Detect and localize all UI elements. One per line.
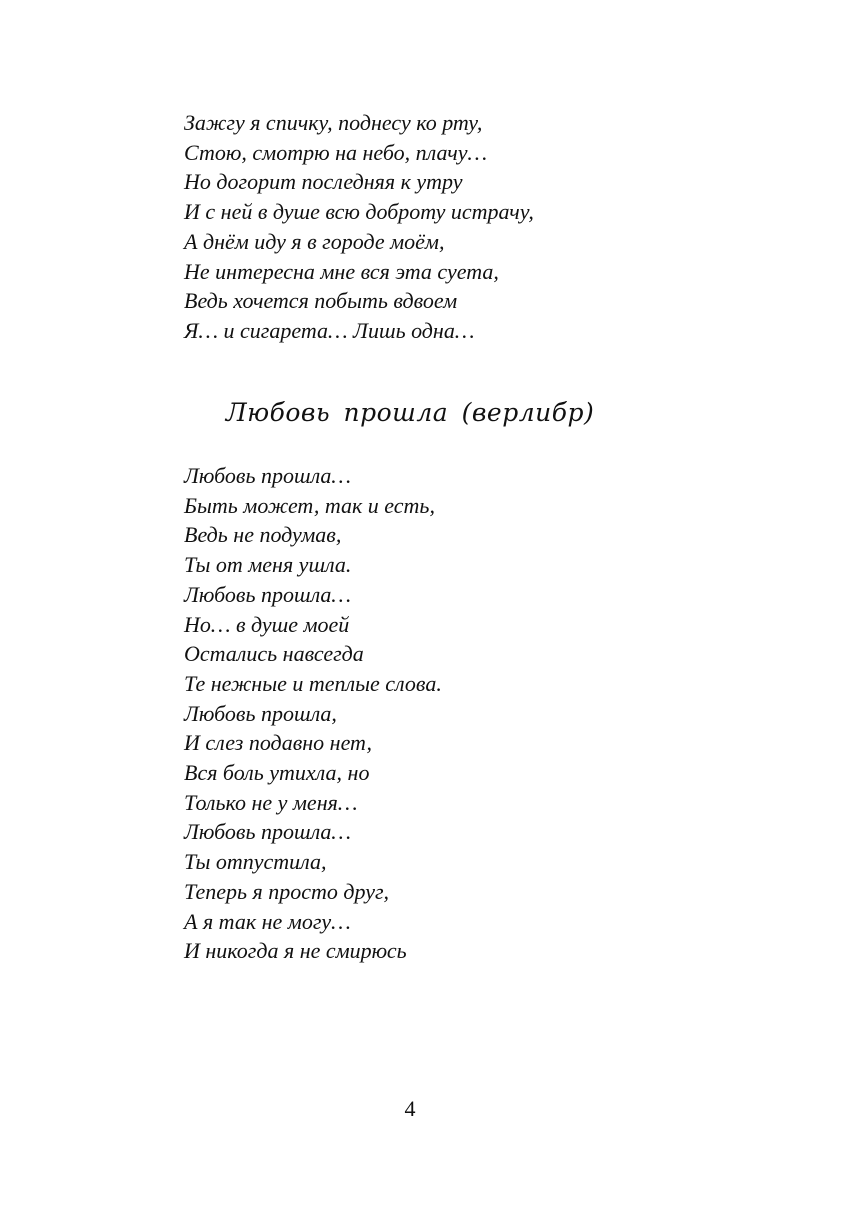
- poem-line: Но догорит последняя к утру: [184, 169, 463, 195]
- poem-stanza-2: [184, 461, 442, 966]
- poem-line: Ты от меня ушла.: [184, 552, 352, 578]
- poem-line: Я… и сигарета… Лишь одна…: [184, 317, 475, 343]
- poem-line: Любовь прошла,: [184, 700, 337, 726]
- poem-line: Любовь прошла…: [184, 819, 351, 845]
- poem-line: Но… в душе моей: [184, 611, 350, 637]
- poem-title: Любовь прошла (верлибр): [225, 398, 595, 427]
- poem-line: Ты отпустила,: [184, 849, 327, 875]
- poem-line: Быть может, так и есть,: [184, 492, 435, 518]
- poem-line: Стою, смотрю на небо, плачу…: [184, 139, 488, 165]
- poem-line: Вся боль утихла, но: [184, 760, 370, 786]
- poem-line: Ведь не подумав,: [184, 522, 342, 548]
- poem-line: Остались навсегда: [184, 641, 364, 667]
- page-number: 4: [404, 1096, 416, 1121]
- poem-line: Те нежные и теплые слова.: [184, 670, 442, 696]
- poem-line: И никогда я не смирюсь: [184, 938, 407, 964]
- poem-line: Теперь я просто друг,: [184, 878, 390, 904]
- poem-line: Любовь прошла…: [184, 581, 351, 607]
- poem-line: И с ней в душе всю доброту истрачу,: [184, 199, 534, 225]
- poem-line: Зажгу я спичку, поднесу ко рту,: [184, 110, 483, 135]
- poem-line: Только не у меня…: [184, 789, 358, 815]
- poem-line: А я так не могу…: [184, 908, 351, 934]
- poem-line: А днём иду я в городе моём,: [184, 228, 445, 254]
- poem-line: Ведь хочется побыть вдвоем: [184, 288, 458, 314]
- poem-line: Не интересна мне вся эта суета,: [184, 258, 499, 284]
- poem-line: Любовь прошла…: [184, 463, 351, 488]
- poem-stanza-1: [184, 108, 534, 346]
- poem-line: И слез подавно нет,: [184, 730, 372, 756]
